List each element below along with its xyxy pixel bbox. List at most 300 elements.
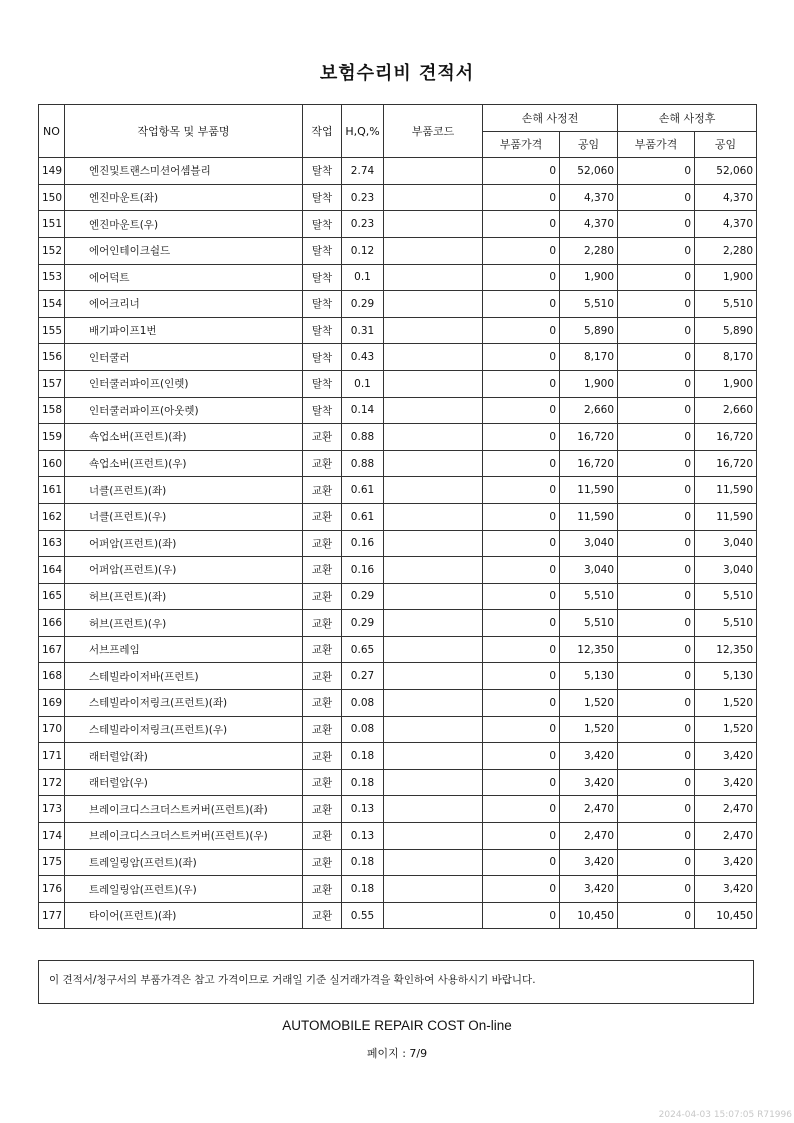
cell-before-labor: 1,520 [560,716,618,743]
cell-work: 교환 [303,902,342,929]
cell-after-labor: 2,470 [695,796,757,823]
cell-after-price: 0 [618,397,695,424]
cell-item-name: 타이어(프런트)(좌) [65,902,303,929]
table-header [39,105,757,158]
cell-no: 153 [39,264,65,291]
cell-no: 164 [39,557,65,584]
cell-before-labor: 11,590 [560,477,618,504]
cell-no: 159 [39,424,65,451]
cell-hq: 0.18 [342,743,384,770]
cell-before-labor: 8,170 [560,344,618,371]
cell-item-name: 인터쿨러파이프(아웃렛) [65,397,303,424]
cell-before-labor: 3,420 [560,769,618,796]
cell-before-labor: 4,370 [560,211,618,238]
estimate-table [38,104,757,929]
cell-no: 160 [39,450,65,477]
table-row [39,769,757,796]
table-row [39,450,757,477]
table-row [39,610,757,637]
cell-work: 교환 [303,796,342,823]
header-work: 작업 [303,105,342,158]
cell-after-price: 0 [618,424,695,451]
cell-item-name: 엔진마운트(우) [65,211,303,238]
cell-part-code [384,663,483,690]
cell-before-labor: 3,420 [560,849,618,876]
cell-after-labor: 1,900 [695,264,757,291]
cell-before-price: 0 [483,344,560,371]
cell-work: 탈착 [303,291,342,318]
cell-hq: 0.31 [342,317,384,344]
cell-work: 탈착 [303,317,342,344]
table-row [39,530,757,557]
cell-after-labor: 5,890 [695,317,757,344]
table-row [39,583,757,610]
cell-part-code [384,291,483,318]
table-row [39,636,757,663]
cell-after-price: 0 [618,743,695,770]
cell-after-labor: 5,510 [695,583,757,610]
cell-before-labor: 1,520 [560,690,618,717]
table-body [39,158,757,929]
cell-no: 157 [39,370,65,397]
cell-hq: 0.18 [342,876,384,903]
cell-after-labor: 11,590 [695,477,757,504]
cell-item-name: 서브프레임 [65,636,303,663]
cell-after-price: 0 [618,610,695,637]
cell-hq: 0.65 [342,636,384,663]
cell-no: 170 [39,716,65,743]
cell-work: 교환 [303,716,342,743]
cell-hq: 0.55 [342,902,384,929]
cell-item-name: 인터쿨러 [65,344,303,371]
cell-after-price: 0 [618,503,695,530]
table-row [39,557,757,584]
table-row [39,477,757,504]
cell-after-price: 0 [618,211,695,238]
cell-work: 탈착 [303,237,342,264]
cell-item-name: 스테빌라이저링크(프런트)(좌) [65,690,303,717]
cell-no: 162 [39,503,65,530]
cell-before-price: 0 [483,397,560,424]
page-indicator: 페이지 : 7/9 [366,1047,428,1060]
table-row [39,849,757,876]
cell-before-labor: 16,720 [560,450,618,477]
cell-before-labor: 10,450 [560,902,618,929]
cell-after-price: 0 [618,557,695,584]
cell-hq: 0.23 [342,184,384,211]
cell-after-price: 0 [618,344,695,371]
cell-part-code [384,370,483,397]
header-before-labor: 공임 [560,131,618,158]
cell-no: 150 [39,184,65,211]
cell-part-code [384,716,483,743]
cell-item-name: 엔진마운트(좌) [65,184,303,211]
table-row [39,503,757,530]
cell-part-code [384,743,483,770]
cell-work: 탈착 [303,211,342,238]
cell-hq: 0.29 [342,583,384,610]
cell-hq: 0.16 [342,557,384,584]
cell-no: 163 [39,530,65,557]
cell-item-name: 트레일링암(프런트)(우) [65,876,303,903]
cell-hq: 0.18 [342,769,384,796]
cell-after-price: 0 [618,876,695,903]
cell-item-name: 너클(프런트)(우) [65,503,303,530]
cell-hq: 0.61 [342,503,384,530]
cell-after-labor: 16,720 [695,424,757,451]
cell-item-name: 인터쿨러파이프(인렛) [65,370,303,397]
cell-work: 탈착 [303,344,342,371]
cell-part-code [384,237,483,264]
cell-before-price: 0 [483,450,560,477]
cell-hq: 0.29 [342,291,384,318]
cell-after-labor: 5,510 [695,291,757,318]
cell-work: 교환 [303,530,342,557]
cell-no: 158 [39,397,65,424]
cell-after-labor: 2,470 [695,823,757,850]
cell-no: 149 [39,158,65,185]
cell-part-code [384,344,483,371]
cell-before-price: 0 [483,610,560,637]
cell-work: 교환 [303,450,342,477]
cell-after-labor: 3,040 [695,557,757,584]
cell-before-labor: 2,470 [560,796,618,823]
cell-after-labor: 3,420 [695,849,757,876]
cell-before-labor: 16,720 [560,424,618,451]
cell-part-code [384,690,483,717]
cell-after-labor: 52,060 [695,158,757,185]
cell-before-price: 0 [483,876,560,903]
cell-item-name: 스테빌라이저바(프런트) [65,663,303,690]
cell-after-price: 0 [618,450,695,477]
cell-before-price: 0 [483,716,560,743]
cell-hq: 0.43 [342,344,384,371]
header-hq: H,Q,% [342,105,384,158]
cell-after-price: 0 [618,849,695,876]
cell-before-labor: 3,420 [560,743,618,770]
header-after: 손해 사정후 [618,105,757,132]
cell-part-code [384,557,483,584]
cell-before-price: 0 [483,237,560,264]
cell-after-price: 0 [618,690,695,717]
notice-box [38,960,754,1004]
cell-part-code [384,158,483,185]
cell-before-labor: 3,040 [560,557,618,584]
cell-before-labor: 12,350 [560,636,618,663]
cell-before-price: 0 [483,636,560,663]
table-row [39,291,757,318]
cell-part-code [384,397,483,424]
cell-part-code [384,503,483,530]
cell-before-price: 0 [483,690,560,717]
cell-part-code [384,583,483,610]
cell-work: 탈착 [303,264,342,291]
cell-item-name: 엔진및트랜스미션어셈블리 [65,158,303,185]
cell-after-labor: 2,280 [695,237,757,264]
table-row [39,344,757,371]
cell-after-labor: 3,420 [695,743,757,770]
cell-before-labor: 2,470 [560,823,618,850]
cell-before-price: 0 [483,211,560,238]
cell-part-code [384,796,483,823]
cell-part-code [384,823,483,850]
cell-part-code [384,636,483,663]
cell-before-labor: 3,420 [560,876,618,903]
cell-after-price: 0 [618,583,695,610]
cell-before-price: 0 [483,849,560,876]
cell-hq: 0.1 [342,370,384,397]
cell-after-price: 0 [618,370,695,397]
table-row [39,264,757,291]
cell-part-code [384,876,483,903]
cell-after-price: 0 [618,823,695,850]
cell-before-labor: 5,510 [560,610,618,637]
header-code: 부품코드 [384,105,483,158]
cell-item-name: 쇽업소버(프런트)(우) [65,450,303,477]
header-no: NO [39,105,65,158]
table-row [39,424,757,451]
cell-part-code [384,450,483,477]
table-row [39,370,757,397]
cell-item-name: 배기파이프1번 [65,317,303,344]
cell-part-code [384,610,483,637]
cell-before-labor: 11,590 [560,503,618,530]
table-row [39,158,757,185]
cell-hq: 0.88 [342,424,384,451]
cell-work: 교환 [303,769,342,796]
cell-after-price: 0 [618,477,695,504]
table-row [39,317,757,344]
cell-part-code [384,477,483,504]
cell-after-labor: 1,900 [695,370,757,397]
cell-after-price: 0 [618,317,695,344]
cell-before-price: 0 [483,530,560,557]
cell-work: 교환 [303,557,342,584]
table-row [39,876,757,903]
table-row [39,716,757,743]
cell-no: 176 [39,876,65,903]
cell-hq: 0.18 [342,849,384,876]
cell-no: 161 [39,477,65,504]
cell-no: 169 [39,690,65,717]
cell-before-price: 0 [483,743,560,770]
cell-hq: 0.29 [342,610,384,637]
cell-before-price: 0 [483,184,560,211]
cell-after-price: 0 [618,663,695,690]
cell-hq: 0.13 [342,823,384,850]
footer-brand: AUTOMOBILE REPAIR COST On-line [282,1018,512,1033]
cell-work: 탈착 [303,397,342,424]
cell-hq: 0.14 [342,397,384,424]
cell-no: 177 [39,902,65,929]
cell-before-labor: 1,900 [560,264,618,291]
cell-before-price: 0 [483,370,560,397]
cell-before-price: 0 [483,663,560,690]
cell-hq: 0.61 [342,477,384,504]
cell-work: 교환 [303,636,342,663]
cell-before-price: 0 [483,769,560,796]
cell-after-labor: 12,350 [695,636,757,663]
cell-item-name: 에어크리너 [65,291,303,318]
cell-after-price: 0 [618,264,695,291]
cell-before-labor: 5,890 [560,317,618,344]
cell-item-name: 어퍼암(프런트)(우) [65,557,303,584]
cell-before-price: 0 [483,583,560,610]
table-row [39,663,757,690]
cell-work: 탈착 [303,184,342,211]
cell-item-name: 에어인테이크쉴드 [65,237,303,264]
header-item: 작업항목 및 부품명 [65,105,303,158]
cell-no: 151 [39,211,65,238]
cell-no: 173 [39,796,65,823]
cell-after-labor: 10,450 [695,902,757,929]
cell-hq: 0.16 [342,530,384,557]
cell-after-labor: 4,370 [695,184,757,211]
document-title: 보험수리비 견적서 [319,63,475,84]
cell-after-price: 0 [618,291,695,318]
cell-no: 165 [39,583,65,610]
cell-before-labor: 2,660 [560,397,618,424]
cell-part-code [384,424,483,451]
table-row [39,184,757,211]
cell-after-labor: 2,660 [695,397,757,424]
cell-before-price: 0 [483,503,560,530]
cell-before-price: 0 [483,424,560,451]
cell-no: 167 [39,636,65,663]
cell-work: 교환 [303,503,342,530]
cell-before-labor: 52,060 [560,158,618,185]
cell-before-labor: 4,370 [560,184,618,211]
cell-work: 교환 [303,663,342,690]
cell-item-name: 브레이크디스크더스트커버(프런트)(좌) [65,796,303,823]
cell-part-code [384,264,483,291]
cell-after-labor: 3,420 [695,769,757,796]
cell-item-name: 너클(프런트)(좌) [65,477,303,504]
cell-part-code [384,902,483,929]
table-row [39,743,757,770]
cell-hq: 0.08 [342,690,384,717]
cell-work: 교환 [303,610,342,637]
table-row [39,823,757,850]
cell-after-price: 0 [618,902,695,929]
cell-item-name: 어퍼암(프런트)(좌) [65,530,303,557]
cell-before-price: 0 [483,158,560,185]
cell-after-labor: 5,130 [695,663,757,690]
cell-after-price: 0 [618,769,695,796]
cell-after-labor: 16,720 [695,450,757,477]
cell-work: 교환 [303,876,342,903]
cell-no: 154 [39,291,65,318]
cell-work: 교환 [303,743,342,770]
cell-hq: 0.27 [342,663,384,690]
cell-work: 교환 [303,823,342,850]
table-row [39,902,757,929]
cell-item-name: 스테빌라이저링크(프런트)(우) [65,716,303,743]
cell-item-name: 브레이크디스크더스트커버(프런트)(우) [65,823,303,850]
cell-after-labor: 3,420 [695,876,757,903]
cell-item-name: 허브(프런트)(좌) [65,583,303,610]
cell-item-name: 쇽업소버(프런트)(좌) [65,424,303,451]
table-row [39,211,757,238]
cell-no: 172 [39,769,65,796]
cell-part-code [384,769,483,796]
cell-work: 교환 [303,424,342,451]
cell-before-price: 0 [483,796,560,823]
cell-after-labor: 1,520 [695,716,757,743]
cell-after-price: 0 [618,158,695,185]
cell-item-name: 에어덕트 [65,264,303,291]
cell-before-labor: 5,510 [560,583,618,610]
cell-hq: 0.1 [342,264,384,291]
cell-before-price: 0 [483,477,560,504]
cell-no: 166 [39,610,65,637]
cell-hq: 0.23 [342,211,384,238]
cell-no: 168 [39,663,65,690]
cell-work: 탈착 [303,158,342,185]
cell-after-labor: 5,510 [695,610,757,637]
cell-hq: 0.08 [342,716,384,743]
cell-item-name: 래터럴암(우) [65,769,303,796]
notice-text: 이 견적서/청구서의 부품가격은 참고 가격이므로 거래일 기준 실거래가격을 확인하여 사용하시기 바랍니다. [49,974,536,986]
cell-hq: 0.13 [342,796,384,823]
cell-after-price: 0 [618,796,695,823]
cell-before-labor: 3,040 [560,530,618,557]
cell-after-labor: 3,040 [695,530,757,557]
cell-work: 교환 [303,477,342,504]
cell-part-code [384,317,483,344]
cell-no: 171 [39,743,65,770]
cell-work: 교환 [303,849,342,876]
cell-work: 교환 [303,583,342,610]
cell-part-code [384,211,483,238]
cell-work: 교환 [303,690,342,717]
cell-item-name: 트레일링암(프런트)(좌) [65,849,303,876]
table-row [39,690,757,717]
cell-no: 175 [39,849,65,876]
header-before-price: 부품가격 [483,131,560,158]
cell-before-price: 0 [483,291,560,318]
cell-after-price: 0 [618,184,695,211]
cell-work: 탈착 [303,370,342,397]
cell-before-labor: 1,900 [560,370,618,397]
cell-no: 174 [39,823,65,850]
cell-before-labor: 2,280 [560,237,618,264]
cell-part-code [384,184,483,211]
cell-after-price: 0 [618,716,695,743]
cell-before-labor: 5,510 [560,291,618,318]
cell-after-price: 0 [618,530,695,557]
cell-after-price: 0 [618,237,695,264]
header-after-price: 부품가격 [618,131,695,158]
cell-hq: 2.74 [342,158,384,185]
table-row [39,397,757,424]
cell-after-labor: 1,520 [695,690,757,717]
header-after-labor: 공임 [695,131,757,158]
cell-after-price: 0 [618,636,695,663]
cell-part-code [384,530,483,557]
cell-part-code [384,849,483,876]
cell-after-labor: 8,170 [695,344,757,371]
cell-item-name: 래터럴암(좌) [65,743,303,770]
table-row [39,796,757,823]
cell-after-labor: 11,590 [695,503,757,530]
cell-before-price: 0 [483,902,560,929]
cell-no: 155 [39,317,65,344]
cell-before-price: 0 [483,823,560,850]
cell-before-price: 0 [483,264,560,291]
cell-before-price: 0 [483,317,560,344]
cell-before-labor: 5,130 [560,663,618,690]
